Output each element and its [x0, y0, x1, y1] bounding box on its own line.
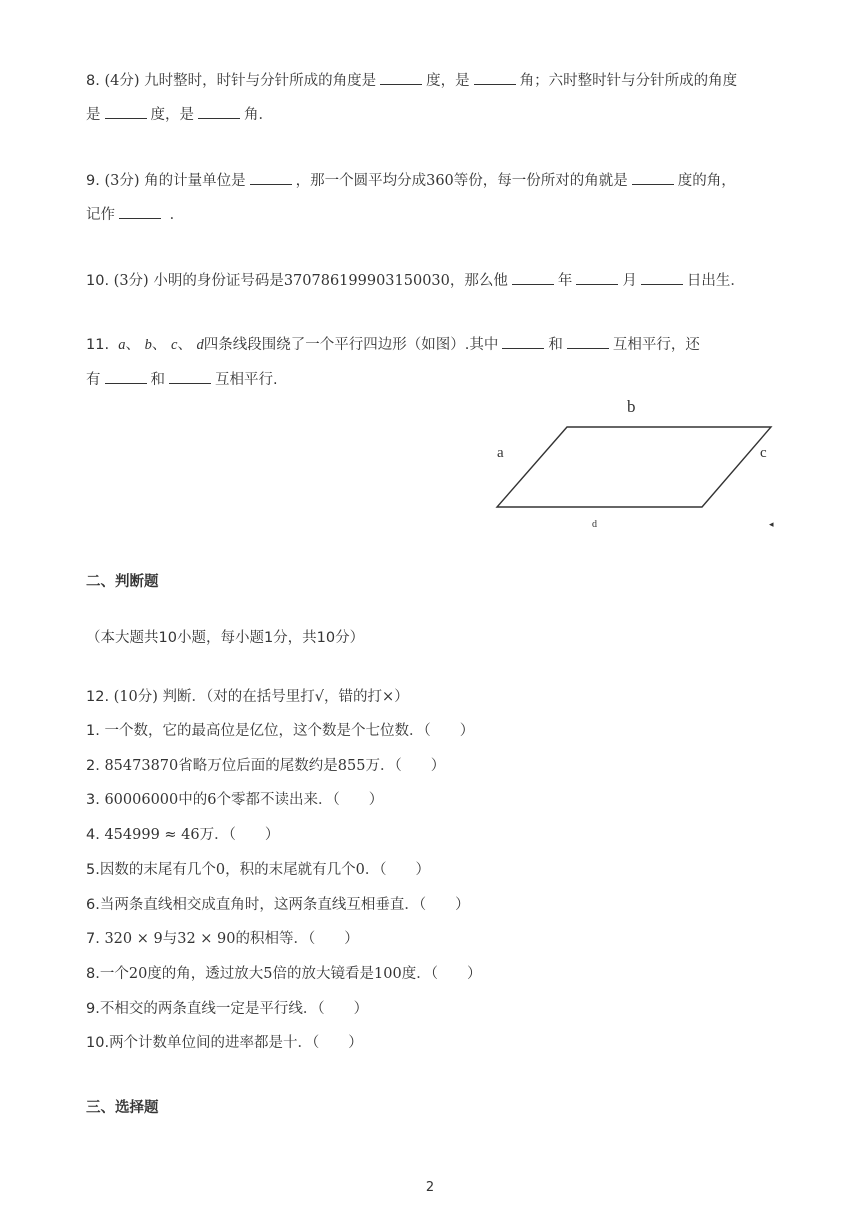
- item-math: 0: [355, 862, 365, 878]
- item-math: 20: [128, 966, 148, 982]
- answer-blank[interactable]: [567, 334, 609, 349]
- item-math: 32 × 90: [177, 931, 236, 947]
- answer-blank[interactable]: [169, 369, 211, 384]
- q8-score: (4分): [104, 73, 140, 89]
- item-number: 1.: [86, 723, 100, 739]
- q11-line1: [86, 334, 700, 355]
- q9-text: 等份，每一份所对的角就是: [453, 173, 628, 189]
- item-text: 度．（ ）: [401, 966, 482, 982]
- section2-title: 二、判断题: [86, 574, 159, 590]
- q10-score: (3分): [113, 273, 149, 289]
- item-math: 320 × 9: [104, 931, 163, 947]
- answer-blank[interactable]: [250, 170, 292, 185]
- answer-blank[interactable]: [105, 369, 147, 384]
- parallelogram-figure: [490, 395, 790, 540]
- item-math: 100: [374, 966, 402, 982]
- stray-mark: ◂: [769, 519, 774, 529]
- judge-item: [86, 756, 445, 776]
- item-math: 60006000: [104, 792, 179, 808]
- q12-score: (10分): [113, 689, 158, 705]
- q10-text: 年: [557, 273, 573, 289]
- times-symbol: ×: [382, 689, 395, 705]
- judge-item: [86, 721, 474, 741]
- item-number: 7.: [86, 931, 100, 947]
- q8-text: 度，是: [150, 107, 194, 123]
- parallelogram-shape: [497, 427, 771, 507]
- label-a: a: [497, 445, 504, 461]
- page-number: 2: [425, 1180, 435, 1195]
- q11-text: 和: [548, 337, 563, 353]
- answer-blank[interactable]: [474, 70, 516, 85]
- q11-text: 互相平行.: [215, 372, 278, 388]
- q10-text: 日出生．: [686, 273, 745, 289]
- q9-line1: [86, 170, 736, 191]
- item-text: 个零都不读出来．（ ）: [216, 792, 384, 808]
- q8-text: 角；六时整时针与分针所成的角度: [519, 73, 738, 89]
- answer-blank[interactable]: [512, 270, 554, 285]
- item-text: ，积的末尾就有几个: [225, 862, 356, 878]
- answer-blank[interactable]: [105, 104, 147, 119]
- q8-line1: [86, 70, 737, 91]
- judge-item: [86, 860, 430, 880]
- q8-text: 度，是: [426, 73, 470, 89]
- item-text: 不相交的两条直线一定是平行线．（ ）: [99, 1001, 369, 1017]
- q11-text: 有: [86, 372, 101, 388]
- id-number: 370786199903150030: [283, 273, 450, 289]
- item-math: 6: [207, 792, 217, 808]
- item-math: 855: [337, 758, 366, 774]
- item-text: 当两条直线相交成直角时，这两条直线互相垂直．（ ）: [99, 897, 470, 913]
- q10-text: 月: [622, 273, 637, 289]
- q8-text: 九时整时，时针与分针所成的角度是: [144, 73, 377, 89]
- section2-note: （本大题共10小题，每小题1分，共10分）: [86, 630, 365, 646]
- answer-blank[interactable]: [119, 204, 161, 219]
- answer-blank[interactable]: [502, 334, 544, 349]
- q9-text: 角的计量单位是: [144, 173, 246, 189]
- q9-number-360: 360: [426, 173, 454, 189]
- answer-blank[interactable]: [632, 170, 674, 185]
- answer-blank[interactable]: [198, 104, 240, 119]
- label-b: b: [627, 397, 636, 416]
- item-text: 与: [162, 931, 178, 947]
- item-math: 85473870: [104, 758, 179, 774]
- item-text: 因数的末尾有几个: [99, 862, 216, 878]
- separator: 、: [151, 337, 167, 353]
- item-text: 万．（ ）: [365, 758, 446, 774]
- item-math: 454999 ≈ 46: [104, 827, 200, 843]
- item-text: 度的角，透过放大: [147, 966, 264, 982]
- q12-line: [86, 687, 409, 707]
- judge-item: [86, 964, 481, 984]
- item-text: 一个: [99, 966, 129, 982]
- judge-item: [86, 1033, 363, 1053]
- q8-line2: [86, 104, 273, 125]
- item-number: 8.: [86, 966, 100, 982]
- q11-text: 互相平行，还: [612, 337, 700, 353]
- q9-text: 度的角，: [677, 173, 736, 189]
- q9-score: (3分): [104, 173, 140, 189]
- q8-text: 角．: [244, 107, 273, 123]
- item-text: ．（ ）: [364, 862, 431, 878]
- var-a: a: [118, 337, 126, 353]
- judge-item: [86, 790, 383, 810]
- label-d: d: [592, 519, 597, 530]
- item-number: 9.: [86, 1001, 100, 1017]
- q8-text: 是: [86, 107, 101, 123]
- q11-text: 和: [150, 372, 165, 388]
- item-text: 省略万位后面的尾数约是: [178, 758, 338, 774]
- judge-item: [86, 825, 279, 845]
- item-math: 5: [263, 966, 273, 982]
- item-text: 的积相等．（ ）: [235, 931, 359, 947]
- q10-number: 10.: [86, 273, 110, 289]
- q8-number: 8.: [86, 73, 100, 89]
- item-text: 倍的放大镜看是: [272, 966, 375, 982]
- q11-number: 11.: [86, 337, 110, 353]
- q9-number: 9.: [86, 173, 100, 189]
- var-d: d: [196, 337, 204, 353]
- answer-blank[interactable]: [641, 270, 683, 285]
- item-text: 中的: [178, 792, 208, 808]
- q9-text: ，那一个圆平均分成: [295, 173, 427, 189]
- item-number: 3.: [86, 792, 100, 808]
- q9-text: 记作: [86, 207, 115, 223]
- q10-line: [86, 270, 745, 291]
- q10-text: 小明的身份证号码是: [153, 273, 284, 289]
- item-number: 5.: [86, 862, 100, 878]
- q9-text: ．: [169, 207, 185, 223]
- q11-text: 四条线段围绕了一个平行四边形（如图）.其中: [203, 337, 499, 353]
- q12-text: 判断．（对的在括号里打√，错的打: [162, 689, 383, 705]
- var-c: c: [171, 337, 178, 353]
- item-number: 2.: [86, 758, 100, 774]
- answer-blank[interactable]: [380, 70, 422, 85]
- judge-item: [86, 895, 470, 915]
- separator: 、: [125, 337, 141, 353]
- item-math: 0: [215, 862, 226, 878]
- section3-title: 三、选择题: [86, 1100, 159, 1116]
- judge-item: [86, 929, 359, 949]
- q12-text: ）: [394, 689, 409, 705]
- q12-number: 12.: [86, 689, 110, 705]
- judge-item: [86, 999, 368, 1019]
- item-number: 10.: [86, 1035, 110, 1051]
- q10-text: ，那么他: [449, 273, 508, 289]
- item-text: 万．（ ）: [199, 827, 280, 843]
- answer-blank[interactable]: [576, 270, 618, 285]
- separator: 、: [177, 337, 192, 353]
- q11-line2: [86, 369, 278, 390]
- var-b: b: [144, 337, 152, 353]
- item-text: 一个数，它的最高位是亿位，这个数是个七位数．（ ）: [104, 723, 475, 739]
- label-c: c: [760, 445, 767, 461]
- item-number: 4.: [86, 827, 100, 843]
- q9-line2: [86, 204, 184, 225]
- item-text: 两个计数单位间的进率都是十．（ ）: [109, 1035, 363, 1051]
- item-number: 6.: [86, 897, 100, 913]
